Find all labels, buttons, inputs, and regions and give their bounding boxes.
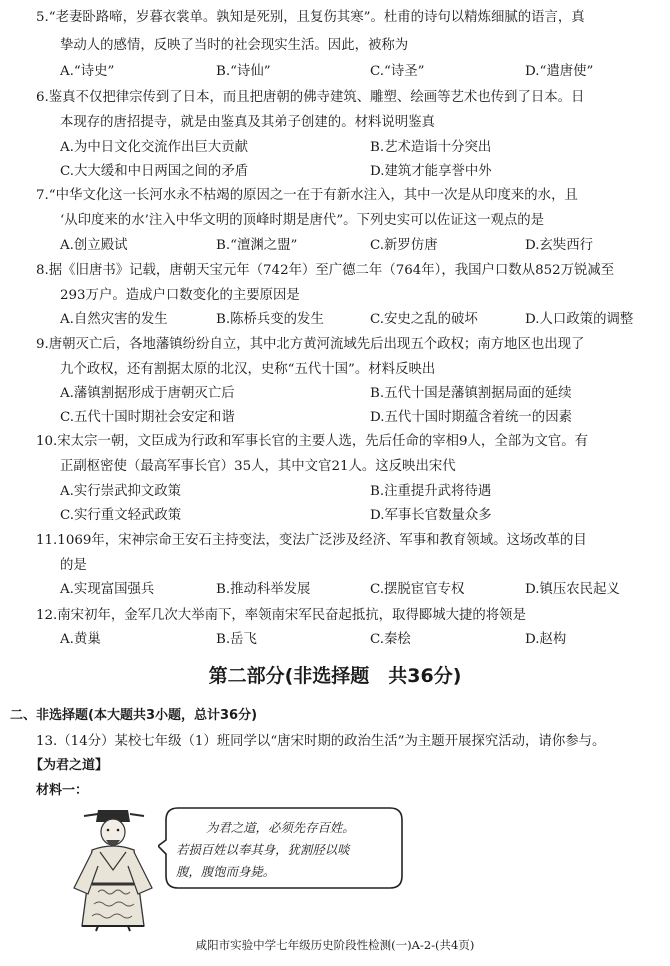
question-8-line-1: 8.据《旧唐书》记载，唐朝天宝元年（742年）至广德二年（764年），我国户口数从852万锐减至 — [36, 263, 615, 278]
question-7-line-2: ‘从印度来的水’注入中华文明的顶峰时期是唐代”。下列史实可以佐证这一观点的是 — [60, 213, 545, 228]
q7-option-b: B.“澶渊之盟” — [216, 238, 298, 253]
page-footer: 咸阳市实验中学七年级历史阶段性检测(一)A-2-(共4页) — [195, 938, 475, 952]
q6-option-c: C.大大缓和中日两国之间的矛盾 — [60, 164, 249, 179]
q11-option-c: C.摆脱宦官专权 — [370, 582, 465, 597]
q11-option-d: D.镇压农民起义 — [525, 582, 620, 597]
bubble-line-1: 为君之道，必须先存百姓。 — [206, 820, 355, 835]
subheading-way-of-ruler: 【为君之道】 — [30, 758, 109, 773]
question-11-line-2: 的是 — [60, 558, 87, 573]
question-5-line-1: 5.“老妻卧路啼，岁暮衣裳单。孰知是死别，且复伤其寒”。杜甫的诗句以精炼细腻的语言，真 — [36, 10, 585, 25]
question-10-line-1: 10.宋太宗一朝，文臣成为行政和军事长官的主要人选，先后任命的宰相9人，全部为文官。有 — [36, 434, 589, 449]
q10-option-b: B.注重提升武将待遇 — [370, 484, 492, 499]
question-6-line-1: 6.鉴真不仅把律宗传到了日本，而且把唐朝的佛寺建筑、雕塑、绘画等艺术也传到了日本。日 — [36, 90, 585, 105]
q10-option-a: A.实行崇武抑文政策 — [60, 484, 182, 499]
q10-option-d: D.军事长官数量众多 — [370, 508, 492, 523]
q12-option-d: D.赵构 — [525, 632, 567, 647]
q8-option-a: A.自然灾害的发生 — [60, 312, 168, 327]
q10-option-c: C.实行重文轻武政策 — [60, 508, 182, 523]
question-9-line-2: 九个政权，还有割据太原的北汉，史称“五代十国”。材料反映出 — [60, 362, 436, 377]
material-one-label: 材料一： — [36, 783, 89, 798]
question-8-line-2: 293万户。造成户口数变化的主要原因是 — [60, 288, 300, 303]
q8-option-d: D.人口政策的调整 — [525, 312, 634, 327]
q12-option-a: A.黄巢 — [60, 632, 101, 647]
bubble-line-3: 腹，腹饱而身毙。 — [176, 864, 276, 879]
q8-option-b: B.陈桥兵变的发生 — [216, 312, 324, 327]
q7-option-a: A.创立殿试 — [60, 238, 128, 253]
q9-option-c: C.五代十国时期社会安定和谐 — [60, 410, 235, 425]
q11-option-a: A.实现富国强兵 — [60, 582, 155, 597]
bubble-line-2: 若损百姓以奉其身，犹割胫以啖 — [176, 842, 350, 857]
question-9-line-1: 9.唐朝灭亡后，各地藩镇纷纷自立，其中北方黄河流域先后出现五个政权；南方地区也出现了 — [36, 337, 585, 352]
part-two-title: 第二部分(非选择题 共36分) — [208, 665, 462, 687]
q5-option-c: C.“诗圣” — [370, 64, 425, 79]
q7-option-c: C.新罗仿唐 — [370, 238, 438, 253]
question-11-line-1: 11.1069年，宋神宗命王安石主持变法，变法广泛涉及经济、军事和教育领域。这场改革的目 — [36, 533, 587, 548]
question-7-line-1: 7.“中华文化这一长河水永不枯竭的原因之一在于有新水注入，其中一次是从印度来的水，且 — [36, 188, 578, 203]
q6-option-b: B.艺术造诣十分突出 — [370, 140, 492, 155]
q9-option-b: B.五代十国是藩镇割据局面的延续 — [370, 386, 572, 401]
q5-option-a: A.“诗史” — [60, 64, 115, 79]
question-12-line-1: 12.南宋初年，金军几次大举南下，率领南宋军民奋起抵抗，取得郾城大捷的将领是 — [36, 608, 526, 623]
q7-option-d: D.玄奘西行 — [525, 238, 594, 253]
q12-option-b: B.岳飞 — [216, 632, 257, 647]
q12-option-c: C.秦桧 — [370, 632, 411, 647]
q5-option-b: B.“诗仙” — [216, 64, 271, 79]
q6-option-a: A.为中日文化交流作出巨大贡献 — [60, 140, 249, 155]
question-10-line-2: 正副枢密使（最高军事长官）35人，其中文官21人。这反映出宋代 — [60, 459, 456, 474]
q11-option-b: B.推动科举发展 — [216, 582, 311, 597]
emperor-illustration — [62, 800, 166, 932]
q6-option-d: D.建筑才能享誉中外 — [370, 164, 492, 179]
speech-bubble-text — [158, 804, 408, 896]
q8-option-c: C.安史之乱的破坏 — [370, 312, 478, 327]
question-13-stem: 13.（14分）某校七年级（1）班同学以“唐宋时期的政治生活”为主题开展探究活动，请你参与。 — [36, 734, 606, 749]
question-5-line-2: 挚动人的感情，反映了当时的社会现实生活。因此，被称为 — [60, 38, 409, 53]
section-heading: 二、非选择题(本大题共3小题，总计36分) — [10, 708, 258, 723]
q9-option-d: D.五代十国时期蕴含着统一的因素 — [370, 410, 572, 425]
q5-option-d: D.“遣唐使” — [525, 64, 594, 79]
question-6-line-2: 本现存的唐招提寺，就是由鉴真及其弟子创建的。材料说明鉴真 — [60, 115, 435, 130]
q9-option-a: A.藩镇割据形成于唐朝灭亡后 — [60, 386, 235, 401]
